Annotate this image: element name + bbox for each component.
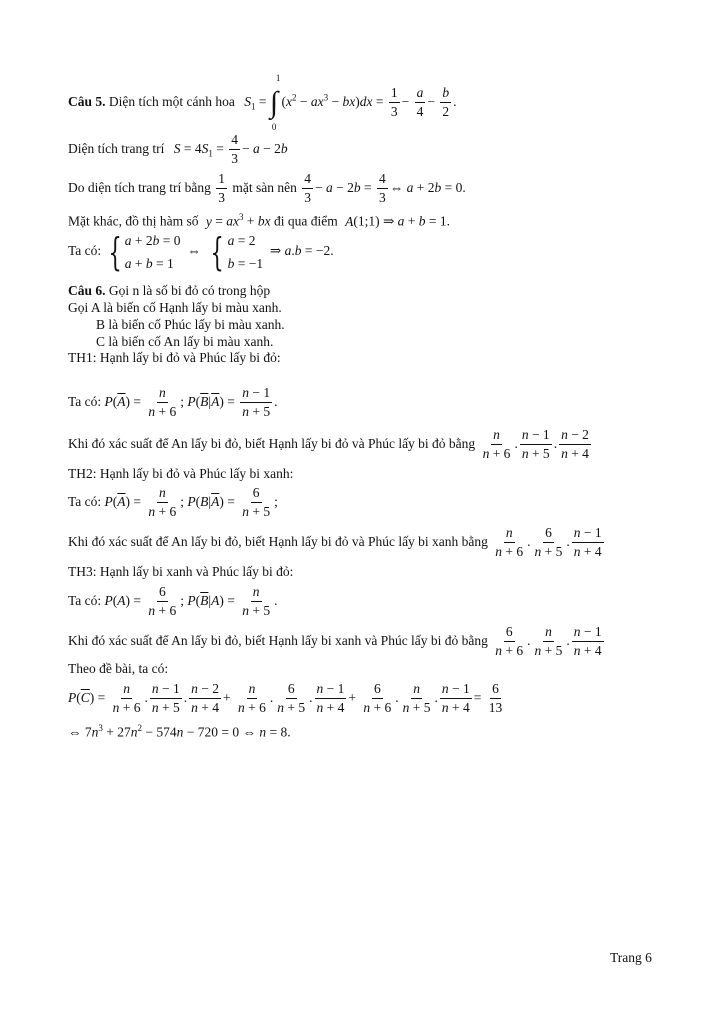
cau6-intro: Gọi n là số bi đỏ có trong hộp: [108, 283, 271, 298]
th2-taco: Ta có: $P(\overline{A})$ = $\frac{n}{n + 6}$ ; $P(B|\overline{A})$ = $\frac{6}{n + 5}$ ;: [68, 485, 278, 520]
cau5-line4-text-a: Mặt khác, đồ thị hàm số: [68, 213, 199, 229]
th1-taco-label: Ta có:: [68, 393, 102, 409]
th2-taco-label: Ta có:: [68, 493, 102, 509]
th1-taco: Ta có: $P(\overline{A})$ = $\frac{n}{n + 6}$ ; $P(\overline{B}|\overline{A})$ = $\frac{n - 1}{n + 5}$ .: [68, 385, 278, 420]
cau5-line3: Do diện tích trang trí bằng $\frac{1}{3}$ mặt sàn nên $\frac{4}{3}$ − a − 2b = $\frac{4}{3}$ ⇔ a + 2b = 0.: [68, 171, 466, 206]
cau6-title: Câu 6.: [68, 283, 106, 298]
cau6-line1: [68, 284, 270, 298]
final-equation: $P(\overline{C})$ = $\frac{n}{n + 6}$ . $\frac{n - 1}{n + 5}$ . $\frac{n - 2}{n + 4}$ + $\frac{n}{n + 6}$ . $\frac{6}{n + 5}$ . $\frac{n - 1}{n + 4}$ + $\frac{6}{n + 6}$ . $\frac{n}{n + 5}$ . $\frac{n - 1}{n + 4}$ = $\frac{6}{13}$: [68, 681, 503, 716]
cau5-line2-text: Diện tích trang trí: [68, 140, 165, 156]
th1-result-text: Khi đó xác suất để An lấy bi đỏ, biết Hạnh lấy bi đỏ và Phúc lấy bi đỏ bằng: [68, 435, 476, 451]
th3-result-text: Khi đó xác suất để An lấy bi đỏ, biết Hạnh lấy bi xanh và Phúc lấy bi đỏ bằng: [68, 632, 488, 648]
cau6-event-a: Gọi A là biến cố Hạnh lấy bi màu xanh.: [68, 300, 282, 315]
cau5-line4-text-b: đi qua điểm: [273, 213, 338, 229]
cau5-line3-text-b: mặt sàn nên: [232, 179, 297, 195]
page-number: Trang 6: [610, 950, 652, 965]
cau5-taco: Ta có:: [68, 243, 102, 259]
cau5-line2: Diện tích trang trí $S = 4S_1$ = $\frac{4}{3}$ − a − 2b: [68, 132, 288, 167]
final-solution: ⇔ $7n^3 + 27n^2 - 574n - 720 = 0$ ⇔ n = 8.: [68, 723, 291, 740]
cau6-event-b: B là biến cố Phúc lấy bi màu xanh.: [96, 317, 285, 332]
th1-result: Khi đó xác suất để An lấy bi đỏ, biết Hạnh lấy bi đỏ và Phúc lấy bi đỏ bằng $\frac{n}{n + 6}$ . $\frac{n - 1}{n + 5}$ . $\frac{n - 2}{n + 4}$: [68, 427, 589, 462]
cau6-th3: TH3: Hạnh lấy bi xanh và Phúc lấy bi đỏ:: [68, 564, 294, 579]
th3-taco-label: Ta có:: [68, 592, 102, 608]
cau5-line3-text-a: Do diện tích trang trí bằng: [68, 179, 211, 195]
th2-result: Khi đó xác suất để An lấy bi đỏ, biết Hạnh lấy bi đỏ và Phúc lấy bi xanh bằng $\frac{n}{n + 6}$ . $\frac{6}{n + 5}$ . $\frac{n - 1}{n + 4}$: [68, 525, 602, 560]
cau5-line1-text: Diện tích một cánh hoa: [108, 93, 235, 109]
th2-result-text: Khi đó xác suất để An lấy bi đỏ, biết Hạnh lấy bi đỏ và Phúc lấy bi xanh bằng: [68, 533, 488, 549]
cau6-event-c: C là biến cố An lấy bi màu xanh.: [96, 334, 274, 349]
th3-taco: Ta có: P(A) = $\frac{6}{n + 6}$ ; $P(\overline{B}|A)$ = $\frac{n}{n + 5}$ .: [68, 584, 278, 619]
cau5-line4: Mặt khác, đồ thị hàm số $y = ax^3$ + bx đi qua điểm A(1;1) ⇒ a + b = 1.: [68, 212, 451, 229]
cau5-line5: Ta có: { a + 2b = 0 a + b = 1 ⇔ { a = 2 b = −1 ⇒ a.b = −2.: [68, 230, 334, 274]
cau5-line1: Câu 5. Diện tích một cánh hoa $S_1$ = 1 ∫ 0 $(x^2 - ax^3 - bx)dx$ = $\frac{1}{3}$ − $\frac{a}{4}$ − $\frac{b}{2}$ .: [68, 72, 457, 132]
cau6-th1: TH1: Hạnh lấy bi đỏ và Phúc lấy bi đỏ:: [68, 350, 281, 365]
theo-de-bai: Theo đề bài, ta có:: [68, 661, 169, 676]
th3-result: Khi đó xác suất để An lấy bi đỏ, biết Hạnh lấy bi xanh và Phúc lấy bi đỏ bằng $\frac{6}{n + 6}$ . $\frac{n}{n + 5}$ . $\frac{n - 1}{n + 4}$: [68, 624, 602, 659]
cau5-title: Câu 5.: [68, 93, 106, 109]
cau6-th2: TH2: Hạnh lấy bi đỏ và Phúc lấy bi xanh:: [68, 466, 294, 481]
